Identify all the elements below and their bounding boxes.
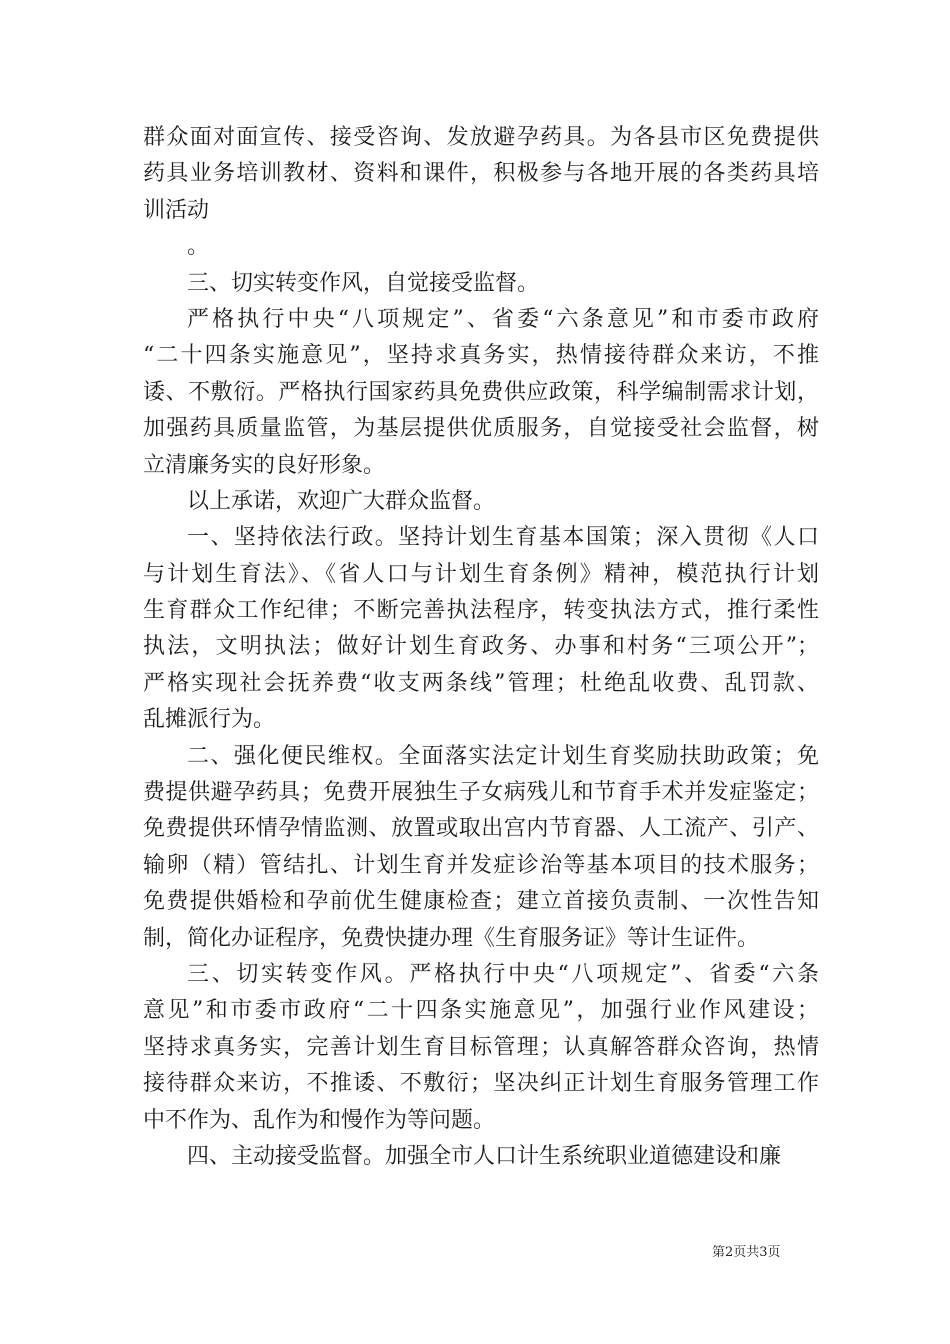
paragraph: [143, 739, 819, 957]
paragraph-line: 加强药具质量监管，为基层提供优质服务，自觉接受社会监督，树: [143, 416, 819, 442]
paragraph-line: 制，简化办证程序，免费快捷办理《生育服务证》等计生证件。: [143, 925, 760, 951]
paragraph-line: 费提供避孕药具；免费开展独生子女病残儿和节育手术并发症鉴定；: [143, 780, 819, 806]
paragraph-line: 一、坚持依法行政。坚持计划生育基本国策；深入贯彻《人口: [187, 525, 819, 551]
paragraph-line: 乱摊派行为。: [143, 707, 276, 733]
paragraph: [143, 266, 819, 302]
paragraph-line: 群众面对面宣传、接受咨询、发放避孕药具。为各县市区免费提供: [143, 125, 819, 150]
paragraph-line: 免费提供婚检和孕前优生健康检查；建立首接负责制、一次性告知: [143, 889, 819, 915]
paragraph: [143, 520, 819, 738]
paragraph-line: 坚持求真务实，完善计划生育目标管理；认真解答群众咨询，热情: [143, 1034, 819, 1060]
paragraph-line: 接待群众来访，不推诿、不敷衍；坚决纠正计划生育服务管理工作: [143, 1071, 819, 1097]
paragraph: [143, 1139, 819, 1175]
paragraph-line: 训活动: [143, 197, 210, 223]
paragraph-line: 免费提供环情孕情监测、放置或取出宫内节育器、人工流产、引产、: [143, 816, 819, 842]
paragraph: [143, 120, 819, 229]
paragraph-line: 与计划生育法》、《省人口与计划生育条例》精神，模范执行计划: [143, 561, 819, 587]
paragraph-line: 三、切实转变作风，自觉接受监督。: [187, 270, 540, 296]
paragraph-line: 药具业务培训教材、资料和课件，积极参与各地开展的各类药具培: [143, 161, 819, 187]
paragraph: [143, 229, 819, 265]
paragraph-line: 。: [187, 234, 210, 260]
page-number-footer: 第2页共3页: [712, 1245, 781, 1260]
paragraph-line: 严格执行中央“八项规定”、省委“六条意见”和市委市政府: [187, 306, 819, 332]
paragraph-line: 诿、不敷衍。严格执行国家药具免费供应政策，科学编制需求计划，: [143, 379, 819, 405]
paragraph-line: 生育群众工作纪律；不断完善执法程序，转变执法方式，推行柔性: [143, 598, 819, 624]
paragraph-line: 执法，文明执法；做好计划生育政务、办事和村务“三项公开”；: [143, 634, 819, 660]
paragraph-line: 二、强化便民维权。全面落实法定计划生育奖励扶助政策；免: [187, 743, 819, 769]
document-body: [143, 120, 819, 1175]
paragraph: [143, 302, 819, 484]
paragraph: [143, 484, 819, 520]
paragraph: [143, 957, 819, 1139]
paragraph-line: 中不作为、乱作为和慢作为等问题。: [143, 1107, 496, 1133]
paragraph-line: 四、主动接受监督。加强全市人口计生系统职业道德建设和廉: [187, 1143, 782, 1169]
paragraph-line: 以上承诺，欢迎广大群众监督。: [187, 488, 496, 514]
paragraph-line: 意见”和市委市政府“二十四条实施意见”，加强行业作风建设；: [143, 998, 819, 1024]
paragraph-line: 三、切实转变作风。严格执行中央“八项规定”、省委“六条: [187, 961, 819, 987]
paragraph-line: 严格实现社会抚养费“收支两条线”管理；杜绝乱收费、乱罚款、: [143, 670, 819, 696]
paragraph-line: 立清廉务实的良好形象。: [143, 452, 386, 478]
paragraph-line: “二十四条实施意见”，坚持求真务实，热情接待群众来访，不推: [143, 343, 819, 369]
paragraph-line: 输卵（精）管结扎、计划生育并发症诊治等基本项目的技术服务；: [143, 852, 819, 878]
